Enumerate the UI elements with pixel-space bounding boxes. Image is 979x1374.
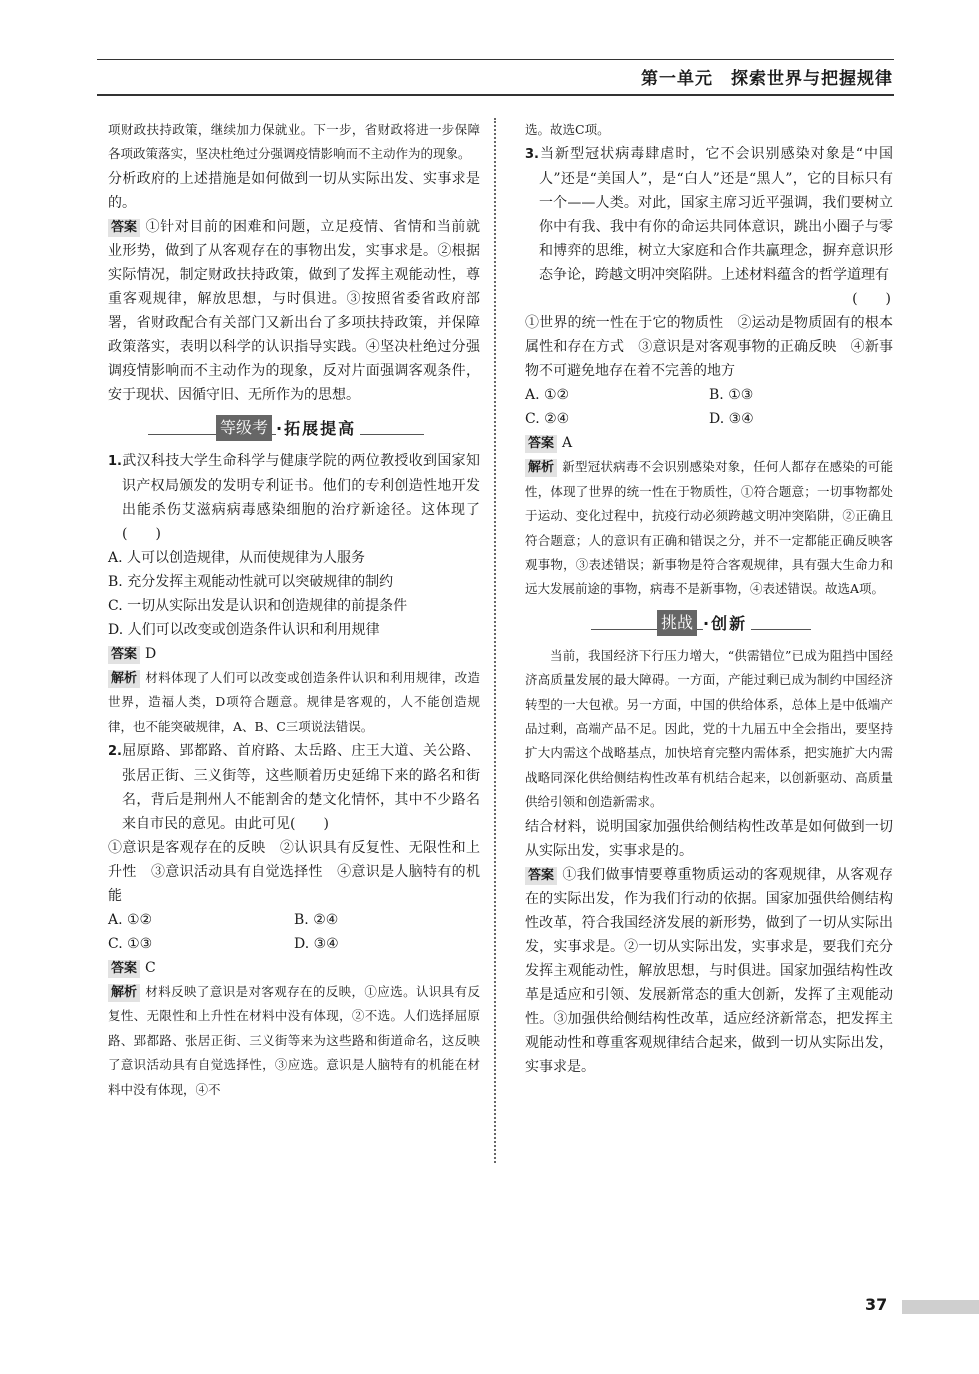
- answer-label: 答案: [108, 219, 140, 237]
- question-3: [525, 142, 893, 287]
- q2-analysis-text: 材料反映了意识是对客观存在的反映，①应选。认识具有反复性、无限性和上升性在材料中没有体现，②不选。人们选择屈原路、郢都路、张居正街、三义街等来为这些路和街道命名，这反映了意识活动具有自觉选择性，③应选。意识是人脑特有的机能在材料中没有体现，④不: [108, 984, 480, 1097]
- q2-option-a: A. ①②: [108, 912, 153, 929]
- q1-analysis: [108, 666, 480, 739]
- q2-option-c: C. ①③: [108, 936, 153, 953]
- q3-answer-value: A: [562, 435, 573, 452]
- q3-statements: ①世界的统一性在于它的物质性 ②运动是物质固有的根本属性和存在方式 ③意识是对客观事物的正确反映 ④新事物不可避免地存在着不完善的地方: [525, 315, 893, 380]
- section-header-extension: [108, 411, 480, 447]
- answer-label: 答案: [108, 646, 140, 664]
- intro-material-continued: 项财政扶持政策，继续加力保就业。下一步，省财政将进一步保障各项政策落实，坚决杜绝过分强调疫情影响而不主动作为的现象。: [108, 122, 480, 162]
- section-header-challenge: [525, 606, 893, 642]
- answer-label: 答案: [525, 867, 557, 885]
- q3-option-b: B. ①③: [709, 387, 754, 404]
- q1-option-c: C. 一切从实际出发是认识和创造规律的前提条件: [108, 597, 408, 614]
- intro-answer: [108, 215, 480, 407]
- q2-options-row-2: [108, 932, 480, 956]
- q2-option-b: B. ②④: [294, 912, 339, 929]
- column-divider: [494, 118, 496, 1163]
- header-rule-bottom: [97, 94, 894, 96]
- q2-analysis-continued: 选。故选C项。: [525, 122, 610, 137]
- answer-label: 答案: [525, 435, 557, 453]
- q2-answer-value: C: [145, 960, 156, 977]
- challenge-answer-text: ①我们做事情要尊重物质运动的客观规律，从客观存在的实际出发，作为我们行动的依据。国家加强供给侧结构性改革，符合我国经济发展的新形势，做到了一切从实际出发，实事求是。②一切从实际出发，实事求是，要我们充分发挥主观能动性，解放思想，与时俱进。国家加强结构性改革是适应和引领、发展新常态的重大创新，发挥了主观能动性。③加强供给侧结构性改革，适应经济新常态，把发挥主观能动性和尊重客观规律结合起来，做到一切从实际出发，实事求是。: [525, 866, 893, 1075]
- q3-analysis: [525, 455, 893, 601]
- header-rule-top: [97, 59, 894, 60]
- left-column: [108, 118, 480, 1102]
- q3-answer: [525, 431, 893, 455]
- q1-option-d: D. 人们可以改变或创造条件认识和利用规律: [108, 621, 380, 638]
- question-2: [108, 739, 480, 836]
- question-1-text: 武汉科技大学生命科学与健康学院的两位教授收到国家知识产权局颁发的发明专利证书。他们的专利创造性地开发出能杀伤艾滋病病毒感染细胞的治疗新途径。这体现了( ): [121, 452, 480, 542]
- intro-question: 分析政府的上述措施是如何做到一切从实际出发、实事求是的。: [108, 170, 480, 211]
- q2-statements: ①意识是客观存在的反映 ②认识具有反复性、无限性和上升性 ③意识活动具有自觉选择性 ④意识是人脑特有的机能: [108, 840, 480, 905]
- page-number-bar: [902, 1300, 979, 1314]
- right-column: [525, 118, 893, 1079]
- q3-option-c: C. ②④: [525, 411, 570, 428]
- section-title: ·创新: [703, 611, 751, 637]
- page-number: 37: [865, 1295, 888, 1314]
- question-3-text: 当新型冠状病毒肆虐时，它不会识别感染对象是“中国人”还是“美国人”，是“白人”还是“黑人”，它的目标只有一个——人类。对此，国家主席习近平强调，我们要树立你中有我、我中有你的命运共同体意识，跳出小圈子与零和博弈的思维，树立大家庭和合作共赢理念，摒弃意识形态争论，跨越文明冲突陷阱。上述材料蕴含的哲学道理有: [538, 146, 893, 284]
- q3-option-a: A. ①②: [525, 387, 570, 404]
- analysis-label: 解析: [108, 984, 140, 1002]
- challenge-answer: [525, 863, 893, 1079]
- question-2-text: 屈原路、郢都路、首府路、太岳路、庄王大道、关公路、张居正街、三义街等，这些顺着历史延绵下来的路名和街名，背后是荆州人不能割舍的楚文化情怀，其中不少路名来自市民的意见。由此可见( ): [121, 743, 480, 833]
- q3-option-d: D. ③④: [709, 411, 754, 428]
- section-badge: 等级考: [216, 415, 272, 441]
- analysis-label: 解析: [108, 670, 140, 688]
- q2-analysis: [108, 980, 480, 1102]
- question-1: [108, 449, 480, 546]
- q3-analysis-text: 新型冠状病毒不会识别感染对象，任何人都存在感染的可能性，体现了世界的统一性在于物质性，①符合题意；一切事物都处于运动、变化过程中，抗疫行动必须跨越文明冲突陷阱，②正确且符合题意；人的意识有正确和错误之分，并不一定都能正确反映客观事物，③表述错误；新事物是符合客观规律，具有强大生命力和远大发展前途的事物，病毒不是新事物，④表述错误。故选A项。: [525, 459, 893, 597]
- challenge-question: 结合材料，说明国家加强供给侧结构性改革是如何做到一切从实际出发，实事求是的。: [525, 818, 893, 859]
- q1-analysis-text: 材料体现了人们可以改变或创造条件认识和利用规律，改造世界，造福人类，D项符合题意。规律是客观的，人不能创造规律，也不能突破规律，A、B、C三项说法错误。: [108, 669, 480, 734]
- intro-answer-text: ①针对目前的困难和问题，立足疫情、省情和当前就业形势，做到了从客观存在的事物出发，实事求是。②根据实际情况，制定财政扶持政策，做到了发挥主观能动性，尊重客观规律，解放思想，与时俱进。③按照省委省政府部署，省财政配合有关部门又新出台了多项扶持政策，并保障政策落实，表明以科学的认识指导实践。④坚决杜绝过分强调疫情影响而不主动作为的现象，反对片面强调客观条件，安于现状、因循守旧、无所作为的思想。: [108, 218, 480, 403]
- question-number: 1.: [108, 453, 122, 469]
- q1-answer: [108, 642, 480, 666]
- q3-options-row-1: [525, 383, 893, 407]
- q3-answer-blank: ( ): [852, 291, 891, 308]
- q2-option-d: D. ③④: [294, 936, 339, 953]
- q1-option-a: A. 人可以创造规律，从而使规律为人服务: [108, 549, 366, 566]
- q1-answer-value: D: [145, 645, 157, 662]
- question-number: 2.: [108, 744, 122, 760]
- unit-title: 第一单元 探索世界与把握规律: [641, 69, 893, 89]
- question-number: 3.: [525, 147, 539, 163]
- q2-options-row-1: [108, 908, 480, 932]
- answer-label: 答案: [108, 960, 140, 978]
- challenge-material: 当前，我国经济下行压力增大，“供需错位”已成为阻挡中国经济高质量发展的最大障碍。一方面，产能过剩已成为制约中国经济转型的一大包袱。另一方面，中国的供给体系，总体上是中低端产品过剩，高端产品不足。因此，党的十九届五中全会指出，要坚持扩大内需这个战略基点，加快培育完整内需体系，把实施扩大内需战略同深化供给侧结构性改革有机结合起来，以创新驱动、高质量供给引领和创造新需求。: [525, 647, 893, 810]
- section-title: ·拓展提高: [276, 416, 360, 442]
- analysis-label: 解析: [525, 459, 557, 477]
- section-rule: [591, 629, 811, 630]
- section-badge: 挑战: [657, 610, 697, 636]
- q2-answer: [108, 956, 480, 980]
- q3-options-row-2: [525, 407, 893, 431]
- q1-option-b: B. 充分发挥主观能动性就可以突破规律的制约: [108, 573, 394, 590]
